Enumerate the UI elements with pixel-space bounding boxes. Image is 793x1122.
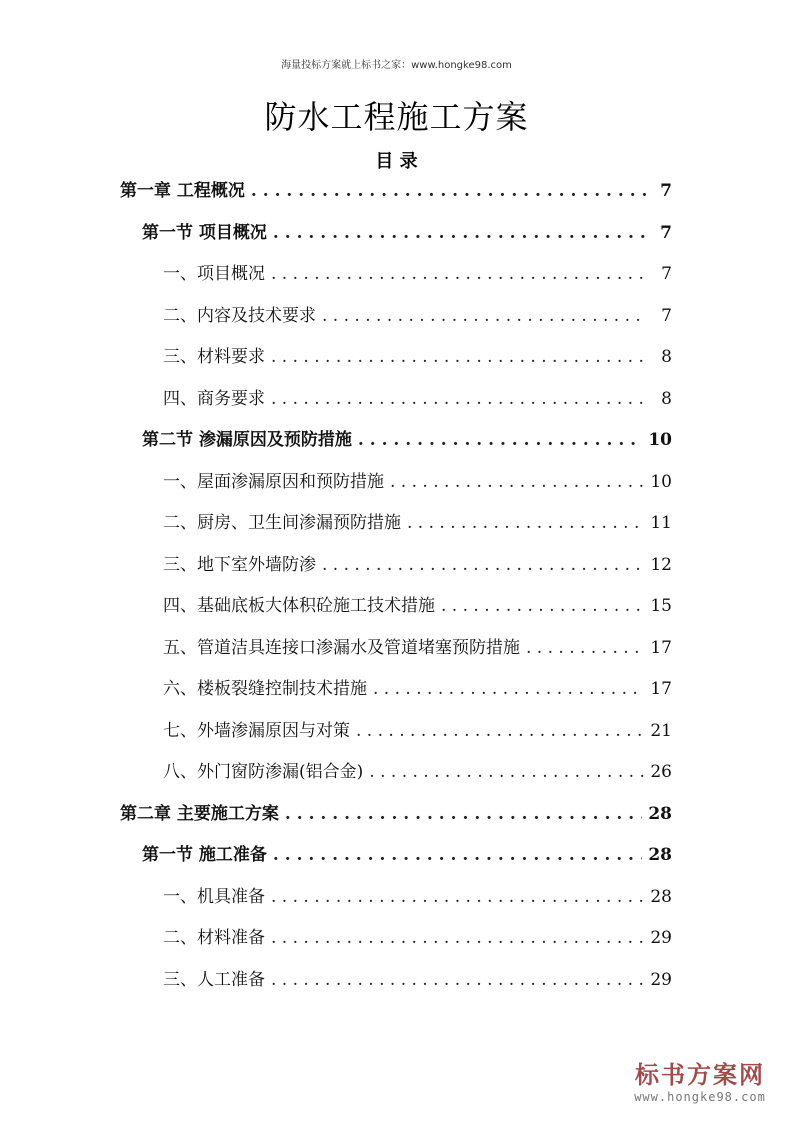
toc-entry-page: 17 xyxy=(650,637,672,658)
toc-entry[interactable] xyxy=(163,716,672,746)
toc-entry[interactable] xyxy=(163,633,672,663)
watermark-title: 标书方案网 xyxy=(635,1061,765,1089)
toc-entry-page: 29 xyxy=(650,928,672,948)
toc-entry[interactable] xyxy=(163,550,672,580)
toc-leader-dots xyxy=(407,508,644,538)
toc-entry[interactable] xyxy=(142,218,672,248)
toc-leader-dots xyxy=(369,757,644,787)
toc-entry-page: 7 xyxy=(661,264,672,284)
toc-entry-page: 17 xyxy=(650,679,672,699)
toc-entry-label: 二、内容及技术要求 xyxy=(163,305,316,326)
toc-entry-page: 10 xyxy=(648,430,672,450)
watermark-logo xyxy=(625,1055,775,1104)
toc-leader-dots xyxy=(356,716,644,746)
toc-entry-page: 7 xyxy=(661,305,672,326)
toc-leader-dots xyxy=(271,882,644,912)
toc-entry[interactable] xyxy=(163,508,672,538)
toc-entry[interactable] xyxy=(142,425,672,455)
toc-entry-label: 五、管道洁具连接口渗漏水及管道堵塞预防措施 xyxy=(163,637,520,658)
toc-heading: 目 录 xyxy=(375,151,418,172)
toc-entry[interactable] xyxy=(163,674,672,704)
toc-leader-dots xyxy=(273,840,642,870)
toc-entry[interactable] xyxy=(163,384,672,414)
toc-leader-dots xyxy=(441,591,644,621)
toc-entry-label: 八、外门窗防渗漏(铝合金) xyxy=(163,762,364,782)
toc-entry-page: 15 xyxy=(650,596,672,616)
toc-leader-dots xyxy=(273,218,646,248)
toc-entry[interactable] xyxy=(163,757,672,787)
toc-entry[interactable] xyxy=(163,259,672,289)
toc-entry-page: 7 xyxy=(660,222,672,243)
toc-entry[interactable] xyxy=(163,965,672,995)
toc-entry-page: 12 xyxy=(650,554,672,575)
toc-entry-page: 28 xyxy=(648,803,672,824)
toc-leader-dots xyxy=(271,965,644,995)
toc-entry-label: 二、材料准备 xyxy=(163,928,265,948)
toc-leader-dots xyxy=(358,425,642,455)
toc-entry-page: 28 xyxy=(650,886,672,907)
toc-entry-page: 29 xyxy=(650,969,672,990)
toc-entry-page: 28 xyxy=(648,845,672,865)
toc-entry-page: 8 xyxy=(661,388,672,409)
toc-entry[interactable] xyxy=(163,923,672,953)
toc-leader-dots xyxy=(285,799,642,829)
toc-entry-label: 二、厨房、卫生间渗漏预防措施 xyxy=(163,513,401,533)
toc-entry[interactable] xyxy=(120,799,672,829)
toc-entry-label: 六、楼板裂缝控制技术措施 xyxy=(163,679,367,699)
toc-entry-page: 21 xyxy=(650,720,672,741)
toc-entry-label: 一、项目概况 xyxy=(163,264,265,284)
toc-entry-label: 第一节 施工准备 xyxy=(142,845,267,865)
toc-leader-dots xyxy=(271,259,646,289)
toc-entry[interactable] xyxy=(163,301,672,331)
toc-leader-dots xyxy=(390,467,644,497)
toc-entry[interactable] xyxy=(163,467,672,497)
toc-entry-label: 第一章 工程概况 xyxy=(120,181,245,201)
document-title: 防水工程施工方案 xyxy=(264,98,529,136)
toc-entry[interactable] xyxy=(142,840,672,870)
toc-entry-label: 七、外墙渗漏原因与对策 xyxy=(163,720,350,741)
toc-leader-dots xyxy=(271,384,646,414)
toc-entry-label: 第二章 主要施工方案 xyxy=(120,803,279,824)
toc-leader-dots xyxy=(322,550,644,580)
toc-entry[interactable] xyxy=(163,882,672,912)
toc-leader-dots xyxy=(373,674,644,704)
toc-entry[interactable] xyxy=(163,342,672,372)
toc-entry-label: 一、屋面渗漏原因和预防措施 xyxy=(163,471,384,492)
toc-leader-dots xyxy=(251,176,646,206)
toc-entry-label: 一、机具准备 xyxy=(163,886,265,907)
watermark-url: www.hongke98.com xyxy=(634,1090,766,1104)
toc-leader-dots xyxy=(526,633,644,663)
toc-entry-page: 8 xyxy=(661,347,672,367)
toc-entry-label: 四、商务要求 xyxy=(163,388,265,409)
toc-entry-label: 三、地下室外墙防渗 xyxy=(163,554,316,575)
page-header: 海量投标方案就上标书之家：www.hongke98.com xyxy=(281,60,512,71)
toc-leader-dots xyxy=(271,342,646,372)
toc-entry-page: 26 xyxy=(650,762,672,782)
toc-entry[interactable] xyxy=(163,591,672,621)
toc-entry-label: 四、基础底板大体积砼施工技术措施 xyxy=(163,596,435,616)
toc-entry-label: 第二节 渗漏原因及预防措施 xyxy=(142,430,352,450)
toc-entry-page: 10 xyxy=(650,471,672,492)
toc-leader-dots xyxy=(322,301,646,331)
toc-leader-dots xyxy=(271,923,644,953)
toc-entry-page: 7 xyxy=(660,181,672,201)
toc-entry-label: 三、材料要求 xyxy=(163,347,265,367)
toc-entry-page: 11 xyxy=(650,513,672,533)
toc-entry-label: 三、人工准备 xyxy=(163,969,265,990)
toc-entry-label: 第一节 项目概况 xyxy=(142,222,267,243)
toc-entry[interactable] xyxy=(120,176,672,206)
